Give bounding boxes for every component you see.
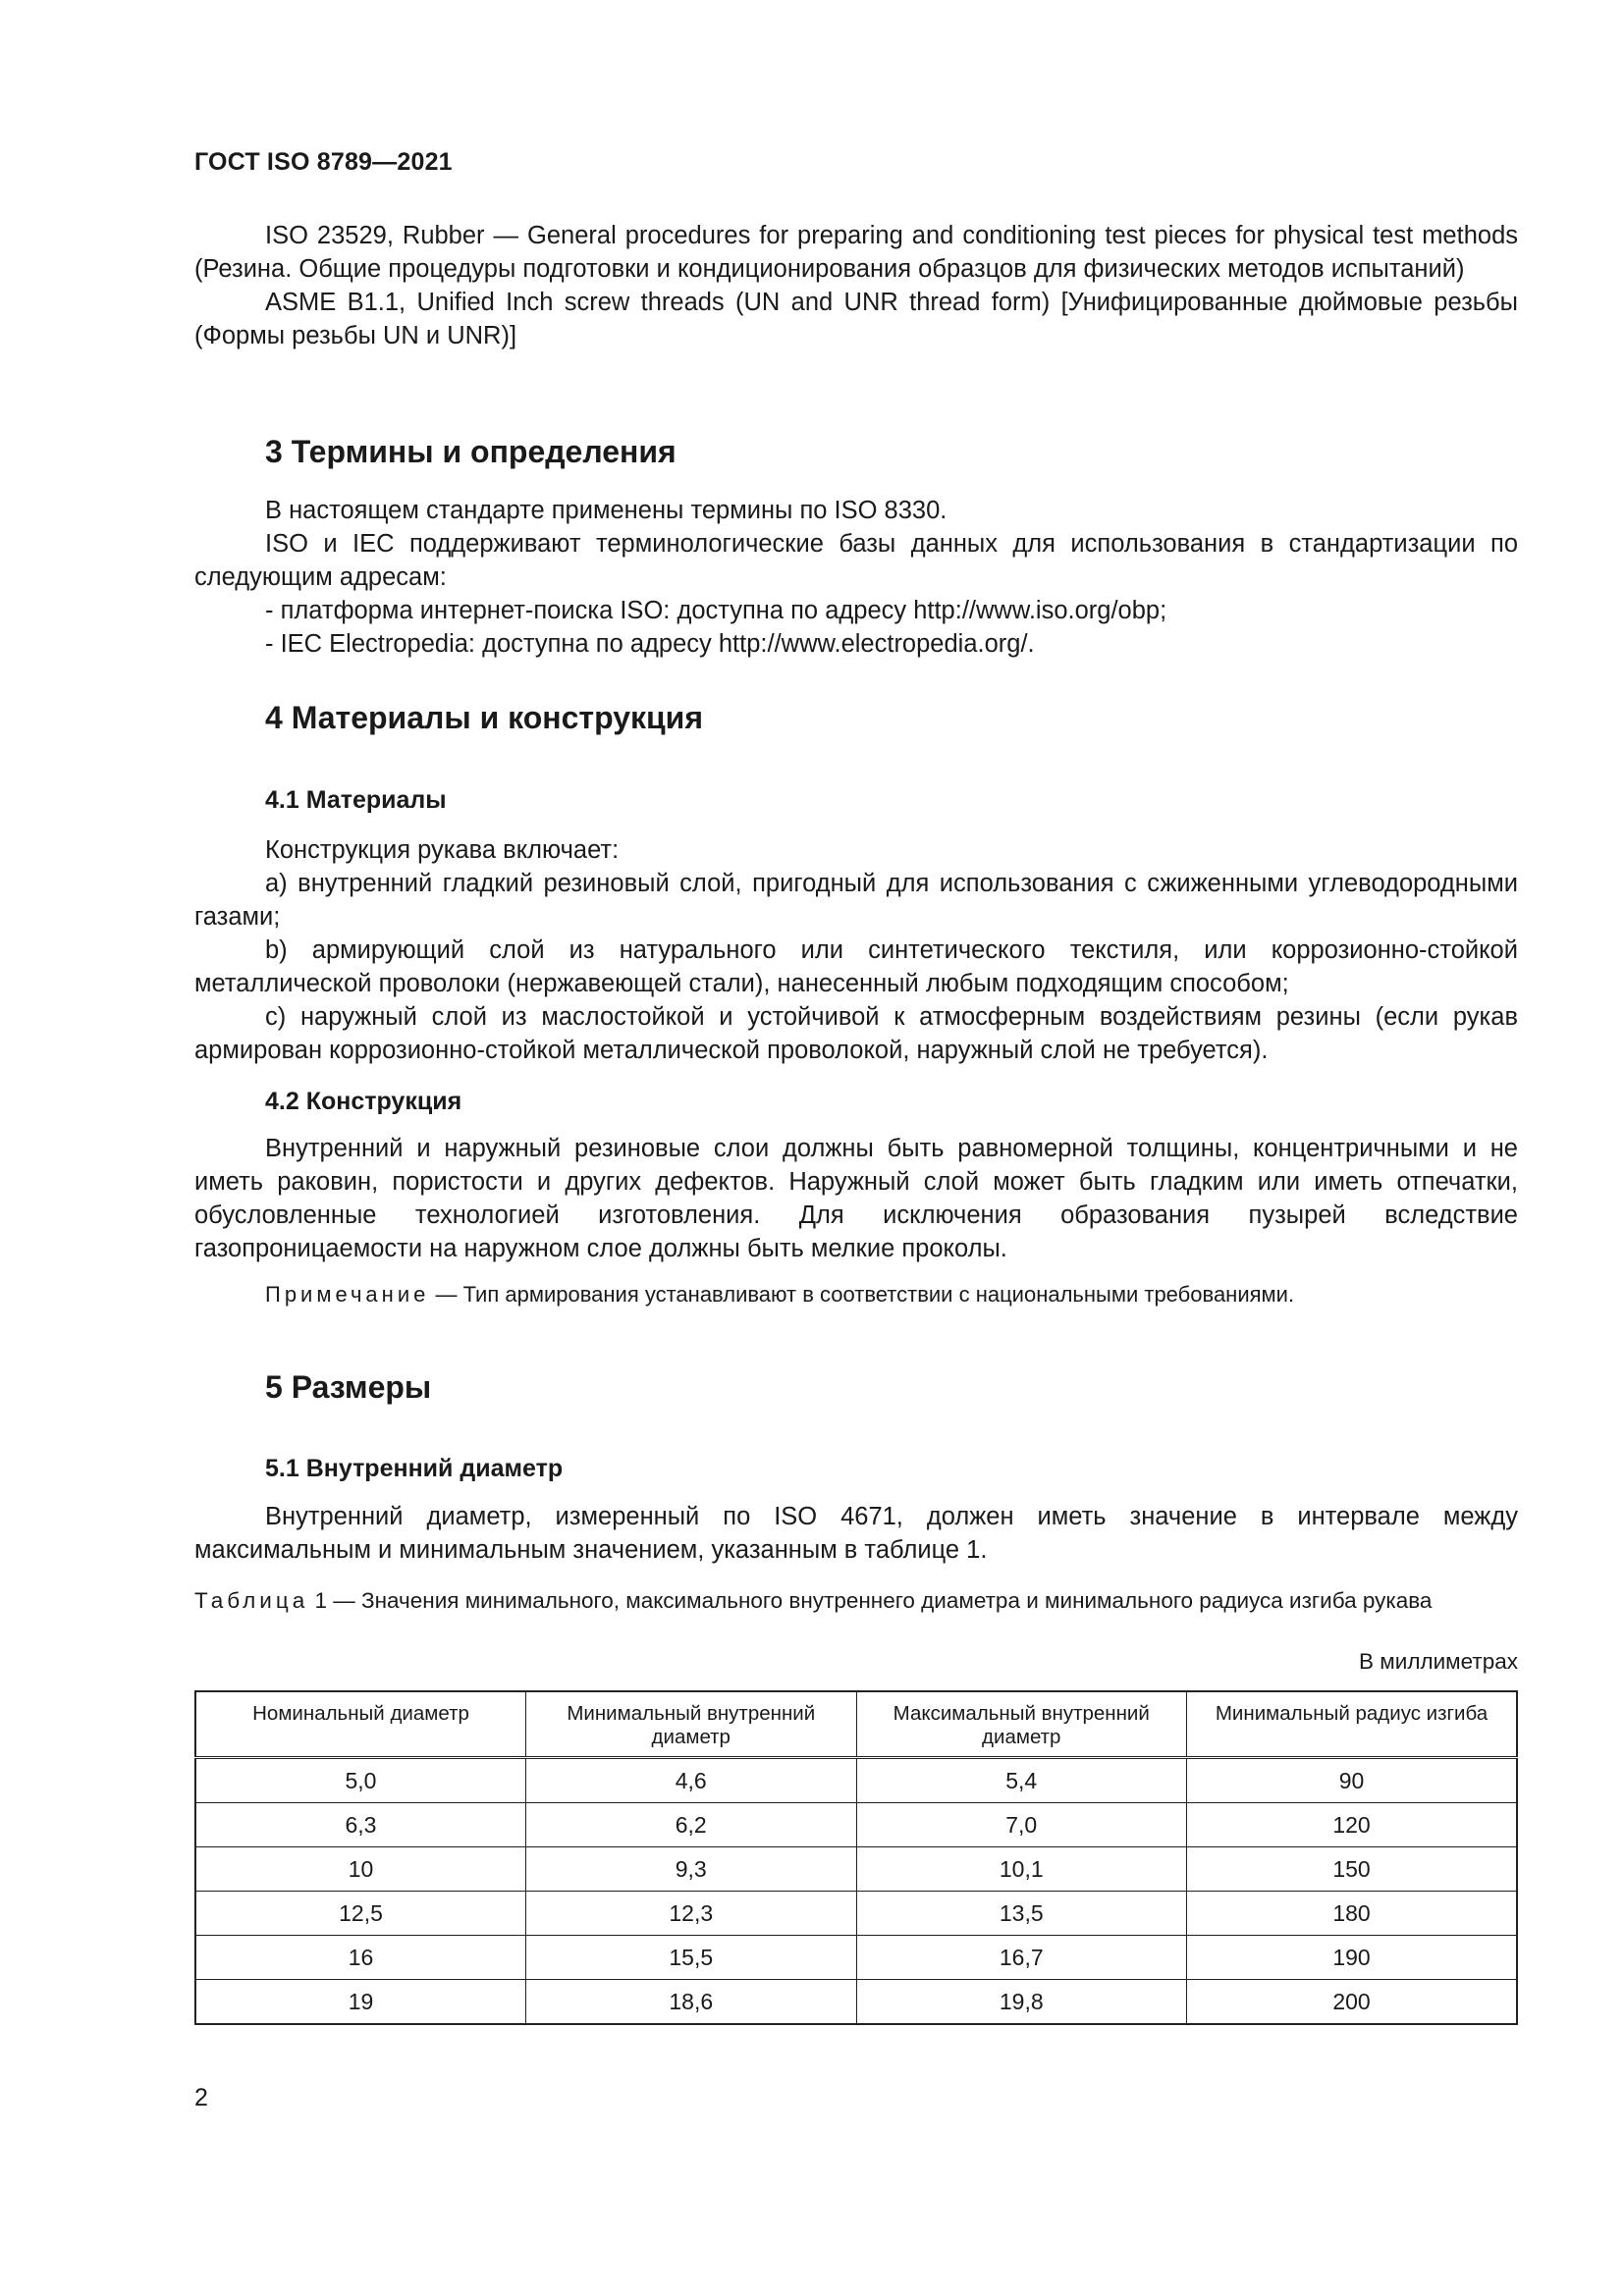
page-number: 2 <box>194 2084 208 2111</box>
table-cell: 120 <box>1187 1803 1518 1847</box>
document-header: ГОСТ ISO 8789—2021 <box>194 148 453 176</box>
table-cell: 5,4 <box>856 1758 1187 1803</box>
table-cell: 190 <box>1187 1936 1518 1980</box>
table-cell: 16,7 <box>856 1936 1187 1980</box>
dimensions-table <box>194 1690 1518 2025</box>
section-4-2-body <box>194 1132 1518 1265</box>
table-cell: 10,1 <box>856 1847 1187 1892</box>
table-cell: 19 <box>195 1980 526 2025</box>
table-cell: 18,6 <box>526 1980 857 2025</box>
table-row <box>195 1936 1517 1980</box>
table-caption-label: Таблица <box>194 1588 309 1613</box>
databases-paragraph: ISO и IEC поддерживают терминологические базы данных для использования в стандартизации по следующим адресам: <box>194 530 1518 591</box>
item-b: b) армирующий слой из натурального или синтетического текстиля, или коррозионно-стойкой металлической проволоки (нержавеющей стали), нанесенный любым подходящим способом; <box>194 936 1518 997</box>
section-4-1-body <box>194 833 1518 1067</box>
table-cell: 4,6 <box>526 1758 857 1803</box>
construction-paragraph: Внутренний и наружный резиновые слои должны быть равномерной толщины, концентричными и не иметь раковин, пористости и других дефектов. Наружный слой может быть гладким или иметь отпечатки, обусловленные технологией изготовления. Для исключения образования пузырей вследствие газопроницаемости на наружном слое должны быть мелкие проколы. <box>194 1135 1518 1262</box>
iso-obp-item: - платформа интернет-поиска ISO: доступна по адресу http://www.iso.org/obp; <box>265 597 1167 624</box>
table-cell: 10 <box>195 1847 526 1892</box>
section-5-1-body <box>194 1500 1518 1567</box>
electropedia-item: - IEC Electropedia: доступна по адресу http://www.electropedia.org/. <box>265 630 1035 658</box>
section-3-heading: 3 Термины и определения <box>265 434 677 469</box>
section-3-body <box>194 494 1518 661</box>
table-cell: 7,0 <box>856 1803 1187 1847</box>
table-cell: 5,0 <box>195 1758 526 1803</box>
table-cell: 12,5 <box>195 1892 526 1936</box>
table-row <box>195 1758 1517 1803</box>
table-1 <box>194 1690 1518 2025</box>
table-caption <box>194 1586 1518 1616</box>
section-4-2-heading: 4.2 Конструкция <box>265 1088 462 1115</box>
table-units: В миллиметрах <box>1359 1649 1518 1674</box>
table-cell: 180 <box>1187 1892 1518 1936</box>
table-header-row <box>195 1691 1517 1758</box>
table-cell: 15,5 <box>526 1936 857 1980</box>
header-max-inner-diameter: Максимальный внутренний диаметр <box>856 1691 1187 1758</box>
table-caption-text: 1 — Значения минимального, максимального внутреннего диаметра и минимального радиуса изгиба рукава <box>308 1588 1433 1613</box>
table-cell: 12,3 <box>526 1892 857 1936</box>
note <box>194 1280 1518 1309</box>
section-4-1-heading: 4.1 Материалы <box>265 786 447 814</box>
construction-intro: Конструкция рукава включает: <box>265 836 620 864</box>
table-row <box>195 1847 1517 1892</box>
table-cell: 6,2 <box>526 1803 857 1847</box>
table-cell: 200 <box>1187 1980 1518 2025</box>
normative-references <box>194 219 1518 352</box>
table-cell: 13,5 <box>856 1892 1187 1936</box>
item-c: c) наружный слой из маслостойкой и устойчивой к атмосферным воздействиям резины (если рукав армирован коррозионно-стойкой металлической проволокой, наружный слой не требуется). <box>194 1003 1518 1064</box>
table-row <box>195 1803 1517 1847</box>
table-row <box>195 1892 1517 1936</box>
table-row <box>195 1980 1517 2025</box>
note-label: Примечание <box>265 1282 430 1307</box>
section-5-1-heading: 5.1 Внутренний диаметр <box>265 1455 564 1482</box>
terms-paragraph: В настоящем стандарте применены термины по ISO 8330. <box>265 497 947 524</box>
reference-asme-b1-1: ASME B1.1, Unified Inch screw threads (UN and UNR thread form) [Унифицированные дюймовые резьбы (Формы резьбы UN и UNR)] <box>194 289 1518 349</box>
table-cell: 90 <box>1187 1758 1518 1803</box>
table-cell: 9,3 <box>526 1847 857 1892</box>
item-a: a) внутренний гладкий резиновый слой, пригодный для использования с сжиженными углеводородными газами; <box>194 870 1518 931</box>
section-4-heading: 4 Материалы и конструкция <box>265 700 704 735</box>
header-nominal-diameter: Номинальный диаметр <box>195 1691 526 1758</box>
header-min-inner-diameter: Минимальный внутренний диаметр <box>526 1691 857 1758</box>
section-5-heading: 5 Размеры <box>265 1369 432 1405</box>
table-cell: 6,3 <box>195 1803 526 1847</box>
header-min-bend-radius: Минимальный радиус изгиба <box>1187 1691 1518 1758</box>
reference-iso-23529: ISO 23529, Rubber — General procedures for preparing and conditioning test pieces for physical test methods (Резина. Общие процедуры подготовки и кондиционирования образцов для физических методов испытаний) <box>194 222 1518 283</box>
table-cell: 150 <box>1187 1847 1518 1892</box>
inner-diameter-paragraph: Внутренний диаметр, измеренный по ISO 4671, должен иметь значение в интервале между максимальным и минимальным значением, указанным в таблице 1. <box>194 1503 1518 1564</box>
table-cell: 16 <box>195 1936 526 1980</box>
note-text: — Тип армирования устанавливают в соответствии с национальными требованиями. <box>429 1282 1295 1307</box>
table-cell: 19,8 <box>856 1980 1187 2025</box>
